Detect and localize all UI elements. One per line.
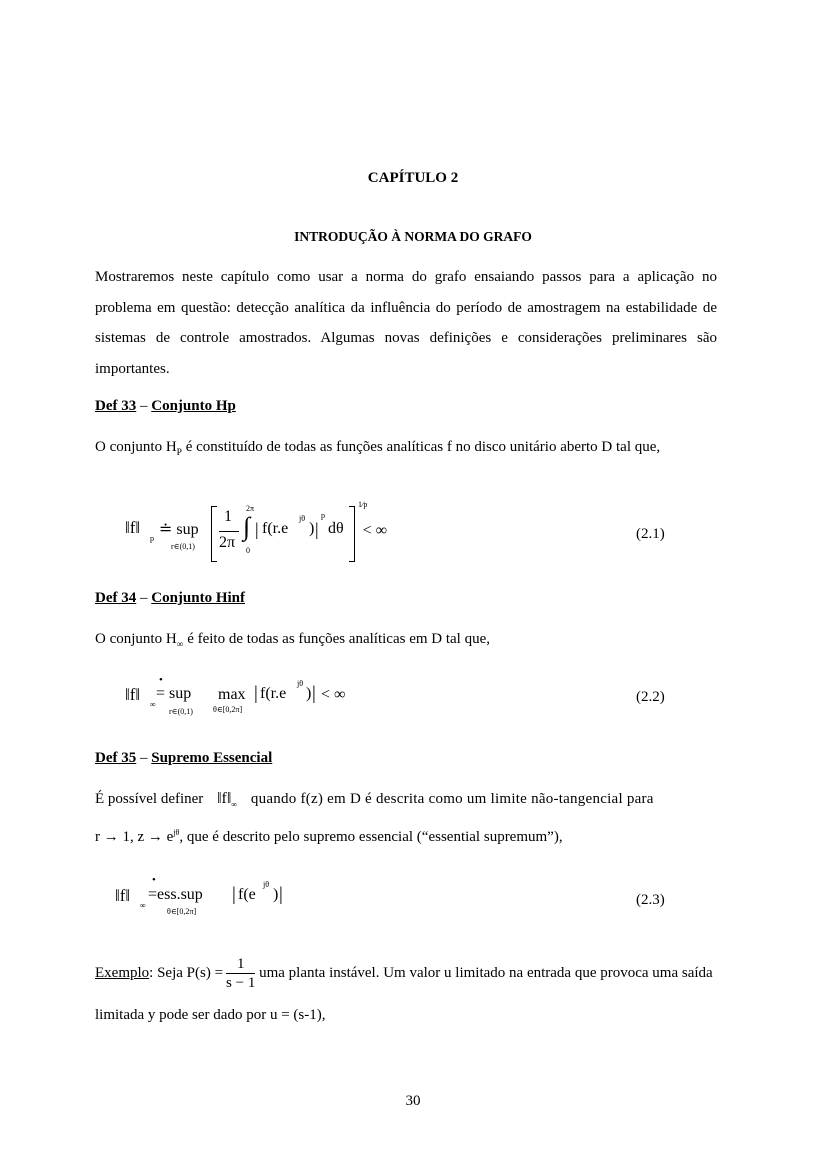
eq-number-2-1: (2.1) — [636, 526, 665, 542]
eq-number-2-2: (2.2) — [636, 689, 665, 705]
def35-dash: – — [136, 750, 152, 766]
def34-heading — [95, 590, 245, 607]
def33-text: O conjunto $H_P$ é constituído de todas as funções analíticas f no disco unitário aberto D tal que, — [95, 439, 661, 458]
def33-heading — [95, 398, 236, 415]
eq-number-2-3: (2.3) — [636, 892, 665, 908]
equation-2-1: ‖f‖ p ≐ sup r∈(0,1) 1 2π 2π ∫ 0 | f(r.e jθ ) | p dθ 1⁄p < ∞ — [125, 500, 385, 570]
def33-dash: – — [136, 398, 152, 414]
example-paragraph: Exemplo: Seja P(s) = $\frac{1}{s - 1}$ uma planta instável. Um valor u limitado na entrada que provoca uma saída limitada y pode ser dado por u = (s-1), — [95, 956, 713, 1023]
def33-label: Def 33 — [95, 398, 137, 414]
example-label: Exemplo — [95, 965, 150, 981]
def34-title: Conjunto Hinf — [151, 590, 246, 606]
section-title: INTRODUÇÃO À NORMA DO GRAFO — [294, 229, 532, 244]
page-number: 30 — [405, 1093, 421, 1109]
def35-line1: É possível definer $‖f‖_\infty$ quando f(z) em D é descrita como um limite não-tangencial para — [95, 790, 654, 810]
equation-2-2: ‖f‖ ∞ • = sup r∈(0,1) max θ∈[0,2π] | f(r.e jθ ) | < ∞ — [125, 674, 346, 716]
inline-plant-transfer-function: P(s) = $\frac{1}{s - 1}$ — [186, 956, 256, 992]
def35-title: Supremo Essencial — [151, 750, 273, 766]
intro-paragraph: Mostraremos neste capítulo como usar a norma do grafo ensaiando passos para a aplicação no problema em questão: detecção analítica da influência do período de amostragem na estabilidade de sistemas de controle amostrados. Algumas novas definições e considerações preliminares são importantes. — [95, 269, 717, 377]
inline-limit-expression: r → 1, $z \to e^{j\theta}$ — [95, 828, 180, 845]
equation-2-3: ‖f‖ ∞ • =ess.sup θ∈[0,2π] | f(e jθ ) | — [115, 874, 283, 916]
chapter-title: CAPÍTULO 2 — [367, 170, 459, 186]
inline-norm-f-inf: $‖f‖_\infty$ — [217, 790, 238, 810]
def35-heading — [95, 750, 272, 767]
def35-label: Def 35 — [95, 750, 137, 766]
def34-label: Def 34 — [95, 590, 137, 606]
def33-title: Conjunto Hp — [151, 398, 236, 414]
def34-text: O conjunto $H_\infty$ é feito de todas as funções analíticas em D tal que, — [95, 631, 491, 650]
def34-dash: – — [136, 590, 152, 606]
def35-line2: r → 1, $z \to e^{j\theta}$, que é descrito pelo supremo essencial (“essential supremum”), — [95, 828, 563, 845]
